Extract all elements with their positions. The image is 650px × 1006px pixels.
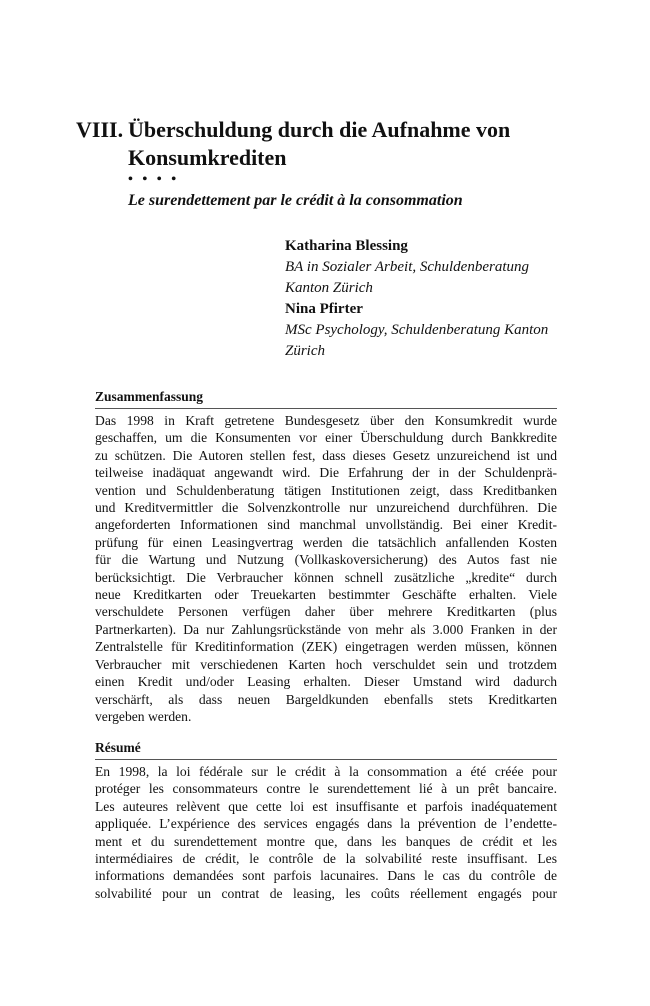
zusammenfassung-section <box>95 388 557 725</box>
chapter-title <box>128 116 510 172</box>
chapter-ornament-dots: • • • • <box>128 172 180 187</box>
text-line: für die Wartung und Nutzung (Vollkaskoversicherung) des Autos fast nie <box>95 552 557 568</box>
text-line: berücksichtigt. Die Verbraucher können schnell zusätzliche „kredite“ durch <box>95 569 557 585</box>
text-line: zu schützen. Die Autoren stellen fest, dass dieses Gesetz unzureichend ist und <box>95 447 557 463</box>
chapter-title-line: Überschuldung durch die Aufnahme von <box>128 117 511 142</box>
resume-body <box>95 763 557 902</box>
text-line: Verbraucher mit verschiedenen Karten hoch verschuldet sein und trotzdem <box>95 656 557 672</box>
resume-section <box>95 739 557 902</box>
text-line: und Kreditvermittler die Solvenzkontrolle nur unzureichend durchführen. Die <box>95 500 557 516</box>
text-line: neue Kreditkarten oder Treuekarten bestimmter Geschäfte erhalten. Viele <box>95 587 557 603</box>
author-affiliation-line: Kanton Zürich <box>285 280 373 296</box>
text-line: ment et du surendettement montre que, dans les banques de crédit et les <box>95 833 557 849</box>
text-line: vention und Schuldenberatung tätigen Institutionen zeigt, dass Kreditbanken <box>95 482 557 498</box>
text-line: teilweise inadäquat angewandt wird. Die Erfahrung der in der Schuldenprä- <box>95 465 557 481</box>
text-line: solvabilité pour un contrat de leasing, les coûts réellement engagés pour <box>95 885 557 901</box>
text-line: appliquée. L’expérience des services engagés dans la prévention de l’endette- <box>95 816 557 832</box>
text-line: verschuldete Personen verfügen daher über mehrere Kreditkarten (plus <box>95 604 557 620</box>
author-affiliation-line: MSc Psychology, Schuldenberatung Kanton <box>285 322 549 338</box>
chapter-subtitle-french: Le surendettement par le crédit à la consommation <box>128 192 463 209</box>
author-1 <box>285 236 585 299</box>
chapter-title-line: Konsumkrediten <box>128 145 287 170</box>
text-line: verschärft, als dass neuen Bargeldkunden ebenfalls stets Kreditkarten <box>95 691 557 707</box>
text-line: einen Kredit und/oder Leasing erhalten. Dieser Umstand wird dadurch <box>95 674 557 690</box>
text-line: protéger les consommateurs contre le surendettement lié à un prêt bancaire. <box>95 781 557 797</box>
author-name: Nina Pfirter <box>285 301 363 317</box>
text-line: intermédiaires de crédit, le contrôle de la solvabilité reste insuffisant. Les <box>95 851 557 867</box>
chapter-heading <box>76 116 596 212</box>
author-2 <box>285 299 585 362</box>
text-line: vergeben werden. <box>95 708 192 724</box>
text-line: Les auteures relèvent que cette loi est insuffisante et parfois inadéquatement <box>95 798 557 814</box>
text-line: Partnerkarten). Da nur Zahlungsrückstände von mehr als 3.000 Franken in der <box>95 621 557 637</box>
author-block <box>285 236 585 362</box>
chapter-number: VIII. <box>76 117 124 142</box>
text-line: angeforderten Informationen sind manchmal unvollständig. Bei einer Kredit- <box>95 517 557 533</box>
text-line: Das 1998 in Kraft getretene Bundesgesetz über den Konsumkredit wurde <box>95 413 557 428</box>
text-line: En 1998, la loi fédérale sur le crédit à la consommation a été créée pour <box>95 764 557 779</box>
author-name: Katharina Blessing <box>285 238 408 254</box>
text-line: geschaffen, um die Konsumenten vor einer Überschuldung durch Bankkredite <box>95 430 557 446</box>
section-heading-resume: Résumé <box>95 739 557 760</box>
text-line: informations demandées sont parfois lacunaires. Dans le cas du contrôle de <box>95 868 557 884</box>
zusammenfassung-body <box>95 412 557 725</box>
text-line: Zentralstelle für Kreditinformation (ZEK) eingetragen werden müssen, können <box>95 639 557 655</box>
text-line: prüfung für einen Leasingvertrag werden die tatsächlich anfallenden Kosten <box>95 534 557 550</box>
author-affiliation-line: Zürich <box>285 343 326 359</box>
section-heading-zusammenfassung: Zusammenfassung <box>95 388 557 409</box>
author-affiliation-line: BA in Sozialer Arbeit, Schuldenberatung <box>285 259 530 275</box>
